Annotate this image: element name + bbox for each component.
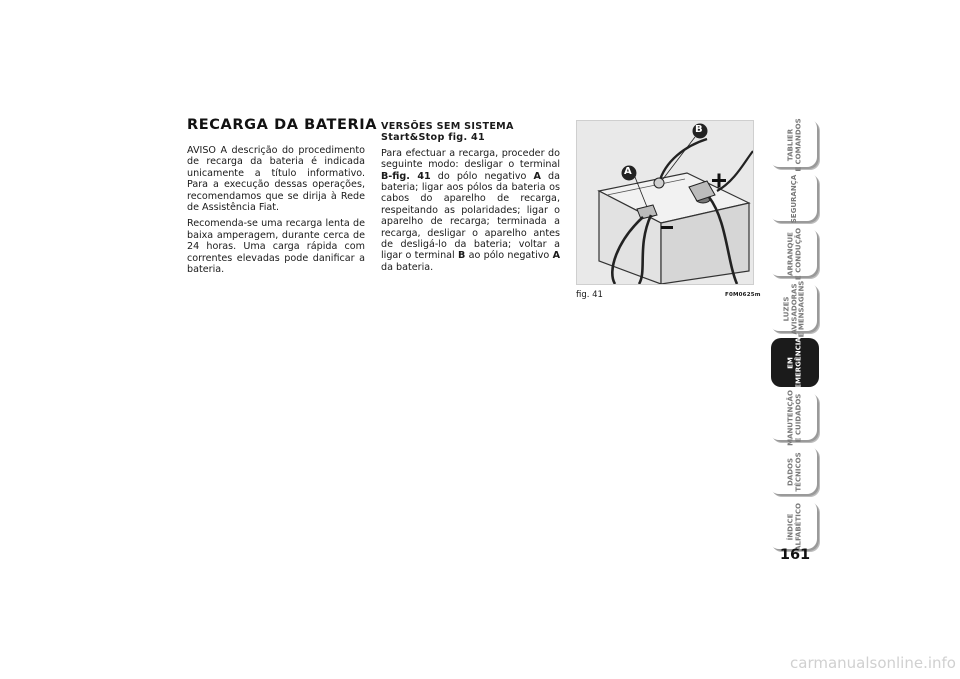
chapter-tab[interactable] xyxy=(771,502,819,551)
watermark: carmanualsonline.info xyxy=(790,654,956,672)
subsection-heading-line1: VERSÕES SEM SISTEMA xyxy=(381,121,514,132)
chapter-tab-label: SEGURANÇA xyxy=(790,174,799,223)
chapter-tab-label: EM EMERGÊNCIA xyxy=(786,336,802,389)
pole-a-ref: A xyxy=(552,250,560,262)
terminal-b-ref: B xyxy=(458,250,466,262)
chapter-tab[interactable] xyxy=(771,338,819,387)
procedure-text: ao pólo negativo xyxy=(465,250,553,262)
page-number: 161 xyxy=(779,547,811,563)
chapter-tab[interactable] xyxy=(771,174,819,223)
recommendation-paragraph: Recomenda-se uma recarga lenta de baixa amperagem, durante cerca de 24 horas. Uma carga rápida com correntes elevadas pode danificar a bateria. xyxy=(187,218,365,276)
procedure-text: do pólo negativo xyxy=(430,170,534,182)
figure-caption: fig. 41 xyxy=(576,290,603,300)
procedure-text: da bateria. xyxy=(381,261,434,273)
column-left xyxy=(187,145,365,280)
chapter-tab[interactable] xyxy=(771,117,819,172)
chapter-tab[interactable] xyxy=(771,229,819,278)
chapter-tab[interactable] xyxy=(771,280,819,337)
chapter-tab[interactable] xyxy=(771,447,819,496)
chapter-tab-label: MANUTENÇÃO E CUIDADOS xyxy=(786,389,802,446)
label-b: B xyxy=(695,124,703,135)
label-a: A xyxy=(624,166,632,177)
battery-illustration xyxy=(577,121,753,284)
chapter-tab-label: TABLIER E COMANDOS xyxy=(786,117,802,172)
procedure-paragraph xyxy=(381,148,560,273)
chapter-tab-label: ÍNDICE ALFABÉTICO xyxy=(786,502,802,551)
chapter-tab[interactable] xyxy=(771,389,819,446)
subsection-heading-line2: Start&Stop fig. 41 xyxy=(381,132,486,144)
figure-code: F0M0625m xyxy=(725,292,761,298)
procedure-text: da bateria; ligar aos pólos da bateria os cabos do aparelho de recarga, respeitando as polaridades; ligar o aparelho de recarga; terminada a recarga, desligar o aparelho antes de desligá-lo da bateria; voltar a ligar o terminal xyxy=(381,170,560,262)
terminal-b-ref: B-fig. 41 xyxy=(381,170,431,182)
chapter-tab-label: DADOS TÉCNICOS xyxy=(786,451,802,492)
section-title: RECARGA DA BATERIA xyxy=(187,117,378,133)
chapter-tab-label: ARRANQUE E CONDUÇÃO xyxy=(786,227,802,280)
chapter-tab-label: LUZES AVISADORAS E MENSAGENS xyxy=(782,280,806,337)
battery-figure xyxy=(576,120,754,285)
column-right xyxy=(381,121,560,278)
warning-paragraph: AVISO A descrição do procedimento de recarga da bateria é indicada unicamente a título informativo. Para a execução dessas operações, recomendamos que se dirija à Rede de Assistência Fiat. xyxy=(187,145,365,214)
procedure-text: Para efectuar a recarga, proceder do seguinte modo: desligar o terminal xyxy=(381,147,560,171)
subsection-heading xyxy=(381,121,560,144)
pole-a-ref: A xyxy=(533,170,541,182)
